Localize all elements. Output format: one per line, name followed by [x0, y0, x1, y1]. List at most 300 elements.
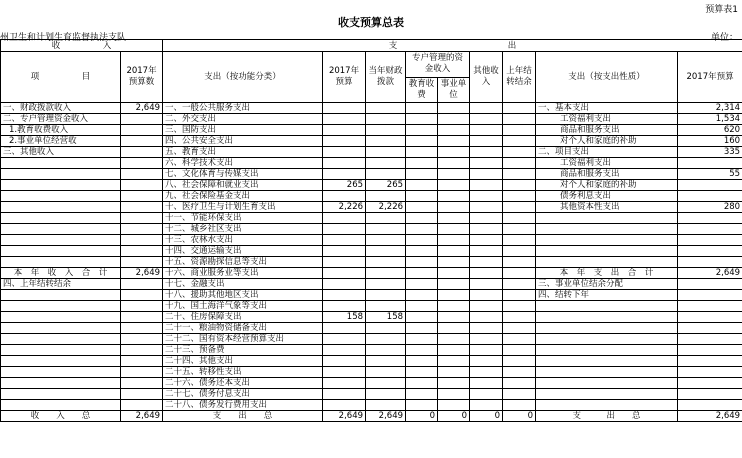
econ-item-label [536, 213, 678, 224]
table-row [1, 169, 742, 180]
income-item-label [1, 290, 121, 301]
econ-item-label: 商品和服务支出 [536, 169, 678, 180]
income-item-value [121, 378, 163, 389]
unit-fee-cell [438, 301, 470, 312]
carry-cell [503, 279, 536, 290]
income-item-label [1, 235, 121, 246]
func-item-fiscal [366, 301, 406, 312]
func-item-budget [323, 268, 366, 279]
carry-cell [503, 290, 536, 301]
edu-cell [406, 169, 438, 180]
income-item-value [121, 301, 163, 312]
other-income-cell [470, 389, 503, 400]
econ-item-value [678, 367, 742, 378]
func-item-budget [323, 400, 366, 411]
income-item-label: 一、财政拨款收入 [1, 103, 121, 114]
func-item-fiscal [366, 136, 406, 147]
other-income-cell [470, 301, 503, 312]
func-item-fiscal [366, 257, 406, 268]
income-item-label [1, 191, 121, 202]
other-income-cell [470, 290, 503, 301]
func-item-label: 二十二、国有资本经营预算支出 [163, 334, 323, 345]
econ-item-value [678, 224, 742, 235]
income-item-value [121, 312, 163, 323]
econ-item-label [536, 235, 678, 246]
func-item-budget [323, 147, 366, 158]
econ-item-value [678, 400, 742, 411]
carry-cell [503, 378, 536, 389]
unit-fee-cell [438, 312, 470, 323]
func-item-label: 一、一般公共服务支出 [163, 103, 323, 114]
table-id-tag: 预算表1 [705, 5, 738, 15]
func-item-label: 十六、商业服务业等支出 [163, 268, 323, 279]
income-item-value [121, 147, 163, 158]
func-item-budget [323, 224, 366, 235]
table-row [1, 268, 742, 279]
func-item-fiscal [366, 268, 406, 279]
income-item-label [1, 367, 121, 378]
econ-item-label [536, 224, 678, 235]
econ-item-label [536, 323, 678, 334]
econ-item-value [678, 191, 742, 202]
income-item-label [1, 323, 121, 334]
edu-cell [406, 312, 438, 323]
carry-cell [503, 180, 536, 191]
income-item-value [121, 323, 163, 334]
func-item-budget [323, 169, 366, 180]
func-item-budget [323, 158, 366, 169]
income-item-label [1, 180, 121, 191]
other-income-cell [470, 378, 503, 389]
year-expend-value: 2,649 [678, 268, 742, 279]
carry-cell [503, 257, 536, 268]
income-item-label [1, 356, 121, 367]
func-item-label: 十三、农林水支出 [163, 235, 323, 246]
unit-fee-cell [438, 378, 470, 389]
carry-cell [503, 312, 536, 323]
carry-cell [503, 268, 536, 279]
total-other: 0 [470, 411, 503, 422]
income-item-value [121, 290, 163, 301]
econ-item-label [536, 312, 678, 323]
unit-name: 州卫生和计划生育监督执法支队 [0, 33, 127, 43]
unit-fee-cell [438, 268, 470, 279]
unit-fee-cell [438, 345, 470, 356]
page-title: 收支预算总表 [338, 16, 404, 29]
func-item-budget [323, 191, 366, 202]
unit-fee-cell [438, 103, 470, 114]
func-item-budget [323, 213, 366, 224]
table-row [1, 400, 742, 411]
other-income-cell [470, 312, 503, 323]
unit-fee-cell [438, 147, 470, 158]
income-item-value [121, 246, 163, 257]
func-item-fiscal: 265 [366, 180, 406, 191]
econ-item-value: 620 [678, 125, 742, 136]
econ-item-value [678, 235, 742, 246]
income-item-value [121, 257, 163, 268]
carry-cell [503, 125, 536, 136]
edu-cell [406, 103, 438, 114]
table-row [1, 224, 742, 235]
edu-cell [406, 246, 438, 257]
income-item-label [1, 224, 121, 235]
unit-fee-cell [438, 323, 470, 334]
func-item-fiscal [366, 334, 406, 345]
total-row [1, 411, 742, 422]
func-item-budget: 265 [323, 180, 366, 191]
func-item-fiscal [366, 147, 406, 158]
func-item-fiscal [366, 224, 406, 235]
carry-cell [503, 334, 536, 345]
income-item-label: 2.事业单位经营收 [1, 136, 121, 147]
other-income-cell [470, 213, 503, 224]
econ-after-label: 四、结转下年 [536, 290, 678, 301]
func-item-fiscal [366, 279, 406, 290]
carry-in-label: 四、上年结转结余 [1, 279, 121, 290]
other-income-cell [470, 400, 503, 411]
income-item-label [1, 301, 121, 312]
edu-cell [406, 389, 438, 400]
econ-item-value [678, 213, 742, 224]
econ-item-value [678, 301, 742, 312]
econ-item-value [678, 257, 742, 268]
income-item-value [121, 367, 163, 378]
income-item-label [1, 246, 121, 257]
other-income-cell [470, 235, 503, 246]
edu-cell [406, 290, 438, 301]
income-item-label [1, 345, 121, 356]
unit-fee-cell [438, 213, 470, 224]
expend-header: 支 出 [163, 40, 742, 52]
edu-cell [406, 356, 438, 367]
income-item-label [1, 400, 121, 411]
func-item-fiscal: 158 [366, 312, 406, 323]
func-item-fiscal [366, 235, 406, 246]
func-item-budget [323, 301, 366, 312]
income-item-value [121, 235, 163, 246]
carry-cell [503, 147, 536, 158]
other-income-header: 其他收入 [470, 52, 503, 103]
other-income-cell [470, 114, 503, 125]
func-item-budget [323, 103, 366, 114]
year-expend-label: 本 年 支 出 合 计 [536, 268, 678, 279]
table-row [1, 334, 742, 345]
econ-item-label: 对个人和家庭的补助 [536, 136, 678, 147]
carry-header: 上年结转结余 [503, 52, 536, 103]
carry-cell [503, 235, 536, 246]
other-income-cell [470, 103, 503, 114]
edu-cell [406, 213, 438, 224]
func-item-budget [323, 323, 366, 334]
func-item-budget [323, 290, 366, 301]
econ-item-label [536, 367, 678, 378]
table-row [1, 180, 742, 191]
unit-fee-cell [438, 389, 470, 400]
budget-header: 2017年预算 [323, 52, 366, 103]
edu-cell [406, 323, 438, 334]
func-item-label: 十八、援助其他地区支出 [163, 290, 323, 301]
unit-fee-cell [438, 367, 470, 378]
table-row [1, 290, 742, 301]
table-row [1, 213, 742, 224]
special-header: 专户管理的资金收入 [406, 52, 470, 78]
table-row [1, 136, 742, 147]
func-item-budget: 158 [323, 312, 366, 323]
table-row [1, 389, 742, 400]
func-item-label: 十五、资源勘探信息等支出 [163, 257, 323, 268]
econ-item-label: 工资福利支出 [536, 158, 678, 169]
table-row [1, 257, 742, 268]
income-item-value [121, 191, 163, 202]
carry-cell [503, 103, 536, 114]
total-expend-fiscal: 2,649 [366, 411, 406, 422]
edu-cell [406, 224, 438, 235]
other-income-cell [470, 367, 503, 378]
income-item-value [121, 334, 163, 345]
edu-cell [406, 279, 438, 290]
item-header: 项 目 [1, 52, 121, 103]
income-item-value [121, 125, 163, 136]
unit-fee-cell [438, 235, 470, 246]
func-item-label: 七、文化体育与传媒支出 [163, 169, 323, 180]
func-header: 支出（按功能分类） [163, 52, 323, 103]
table-row [1, 103, 742, 114]
func-item-fiscal [366, 345, 406, 356]
carry-cell [503, 213, 536, 224]
func-item-fiscal [366, 290, 406, 301]
econ-item-value: 2,314 [678, 103, 742, 114]
other-income-cell [470, 356, 503, 367]
unit-fee-cell [438, 257, 470, 268]
unit-fee-cell [438, 356, 470, 367]
total-carry: 0 [503, 411, 536, 422]
income-item-label [1, 334, 121, 345]
edu-cell [406, 301, 438, 312]
carry-cell [503, 389, 536, 400]
func-item-budget [323, 257, 366, 268]
income-item-label: 二、专户管理资金收入 [1, 114, 121, 125]
econ-item-value [678, 345, 742, 356]
func-item-budget [323, 279, 366, 290]
edu-cell [406, 378, 438, 389]
func-item-budget [323, 246, 366, 257]
other-income-cell [470, 224, 503, 235]
carry-cell [503, 191, 536, 202]
edu-cell [406, 136, 438, 147]
year-income-value: 2,649 [121, 268, 163, 279]
func-item-fiscal [366, 378, 406, 389]
income-item-value [121, 213, 163, 224]
total-expend-budget: 2,649 [323, 411, 366, 422]
carry-cell [503, 323, 536, 334]
income-item-value [121, 136, 163, 147]
func-item-budget [323, 125, 366, 136]
unit-fee-cell [438, 158, 470, 169]
econ-header: 支出（按支出性质） [536, 52, 678, 103]
income-item-label [1, 158, 121, 169]
income-item-value: 2,649 [121, 103, 163, 114]
carry-cell [503, 301, 536, 312]
income-item-value [121, 169, 163, 180]
func-item-fiscal [366, 114, 406, 125]
econ-item-value [678, 312, 742, 323]
econ-after-label: 三、事业单位结余分配 [536, 279, 678, 290]
edu-cell [406, 191, 438, 202]
carry-cell [503, 246, 536, 257]
carry-cell [503, 367, 536, 378]
econ-item-label: 债务利息支出 [536, 191, 678, 202]
econ-item-label [536, 334, 678, 345]
income-item-value [121, 224, 163, 235]
func-item-label: 二十四、其他支出 [163, 356, 323, 367]
func-item-fiscal [366, 246, 406, 257]
func-item-label: 十七、金融支出 [163, 279, 323, 290]
unit-fee-header: 事业单位 [438, 77, 470, 103]
income-item-value [121, 389, 163, 400]
func-item-fiscal [366, 158, 406, 169]
edu-cell [406, 125, 438, 136]
income-item-value [121, 400, 163, 411]
func-item-label: 九、社会保险基金支出 [163, 191, 323, 202]
econ-item-label: 二、项目支出 [536, 147, 678, 158]
func-item-label: 十二、城乡社区支出 [163, 224, 323, 235]
total-income-label: 收 入 总 [1, 411, 121, 422]
func-item-fiscal [366, 400, 406, 411]
func-item-budget [323, 345, 366, 356]
income-item-label [1, 213, 121, 224]
table-row [1, 367, 742, 378]
table-row [1, 246, 742, 257]
carry-cell [503, 400, 536, 411]
econ-item-label [536, 400, 678, 411]
func-item-budget [323, 378, 366, 389]
income-item-value [121, 114, 163, 125]
func-item-fiscal [366, 389, 406, 400]
unit-fee-cell [438, 136, 470, 147]
carry-in-value [121, 279, 163, 290]
func-item-label: 八、社会保障和就业支出 [163, 180, 323, 191]
other-income-cell [470, 136, 503, 147]
income-item-label [1, 312, 121, 323]
other-income-cell [470, 191, 503, 202]
unit-fee-cell [438, 290, 470, 301]
unit-fee-cell [438, 125, 470, 136]
other-income-cell [470, 147, 503, 158]
func-item-label: 十一、节能环保支出 [163, 213, 323, 224]
table-row [1, 202, 742, 213]
func-item-fiscal [366, 103, 406, 114]
econ-item-value: 335 [678, 147, 742, 158]
func-item-fiscal [366, 367, 406, 378]
total-econ-value: 2,649 [678, 411, 742, 422]
edu-cell [406, 147, 438, 158]
edu-cell [406, 367, 438, 378]
carry-cell [503, 136, 536, 147]
income-item-value [121, 202, 163, 213]
econ-item-value [678, 389, 742, 400]
other-income-cell [470, 169, 503, 180]
total-expend-label: 支 出 总 [163, 411, 323, 422]
econ-item-value [678, 334, 742, 345]
econ-item-label [536, 257, 678, 268]
income-item-value [121, 158, 163, 169]
total-edu: 0 [406, 411, 438, 422]
econ-item-value [678, 323, 742, 334]
table-row [1, 312, 742, 323]
econ-item-label [536, 389, 678, 400]
func-item-label: 二十六、债务还本支出 [163, 378, 323, 389]
other-income-cell [470, 268, 503, 279]
other-income-cell [470, 334, 503, 345]
unit-fee-cell [438, 224, 470, 235]
econ-item-label [536, 378, 678, 389]
carry-cell [503, 356, 536, 367]
income-item-value [121, 345, 163, 356]
func-item-budget [323, 389, 366, 400]
other-income-cell [470, 246, 503, 257]
unit-fee-cell [438, 246, 470, 257]
carry-cell [503, 169, 536, 180]
income-item-label [1, 378, 121, 389]
income-item-value [121, 180, 163, 191]
other-income-cell [470, 125, 503, 136]
func-item-label: 十九、国土海洋气象等支出 [163, 301, 323, 312]
econ-item-value [678, 180, 742, 191]
table-row [1, 147, 742, 158]
unit-fee-cell [438, 334, 470, 345]
carry-cell [503, 202, 536, 213]
table-row [1, 378, 742, 389]
func-item-budget [323, 114, 366, 125]
func-item-budget [323, 367, 366, 378]
econ-after-value [678, 290, 742, 301]
func-item-fiscal [366, 323, 406, 334]
edu-cell [406, 334, 438, 345]
total-unit-fee: 0 [438, 411, 470, 422]
edu-cell [406, 235, 438, 246]
econ-item-value [678, 356, 742, 367]
edu-cell [406, 158, 438, 169]
econ-item-value [678, 246, 742, 257]
total-econ-label: 支 出 总 [536, 411, 678, 422]
carry-cell [503, 158, 536, 169]
total-income-value: 2,649 [121, 411, 163, 422]
func-item-budget [323, 356, 366, 367]
edu-cell [406, 268, 438, 279]
unit-fee-cell [438, 169, 470, 180]
func-item-budget: 2,226 [323, 202, 366, 213]
func-item-label: 十、医疗卫生与计划生育支出 [163, 202, 323, 213]
income-item-label: 三、其他收入 [1, 147, 121, 158]
unit-fee-cell [438, 279, 470, 290]
econ-budget-header: 2017年预算 [678, 52, 742, 103]
func-item-label: 四、公共安全支出 [163, 136, 323, 147]
func-item-label: 六、科学技术支出 [163, 158, 323, 169]
econ-item-value: 1,534 [678, 114, 742, 125]
edu-header: 教育收费 [406, 77, 438, 103]
econ-item-label [536, 301, 678, 312]
table-row [1, 235, 742, 246]
func-item-fiscal: 2,226 [366, 202, 406, 213]
edu-cell [406, 345, 438, 356]
func-item-label: 二、外交支出 [163, 114, 323, 125]
econ-item-label [536, 246, 678, 257]
table-row [1, 301, 742, 312]
income-header: 收 入 [1, 40, 163, 52]
unit-fee-cell [438, 400, 470, 411]
unit-fee-cell [438, 180, 470, 191]
